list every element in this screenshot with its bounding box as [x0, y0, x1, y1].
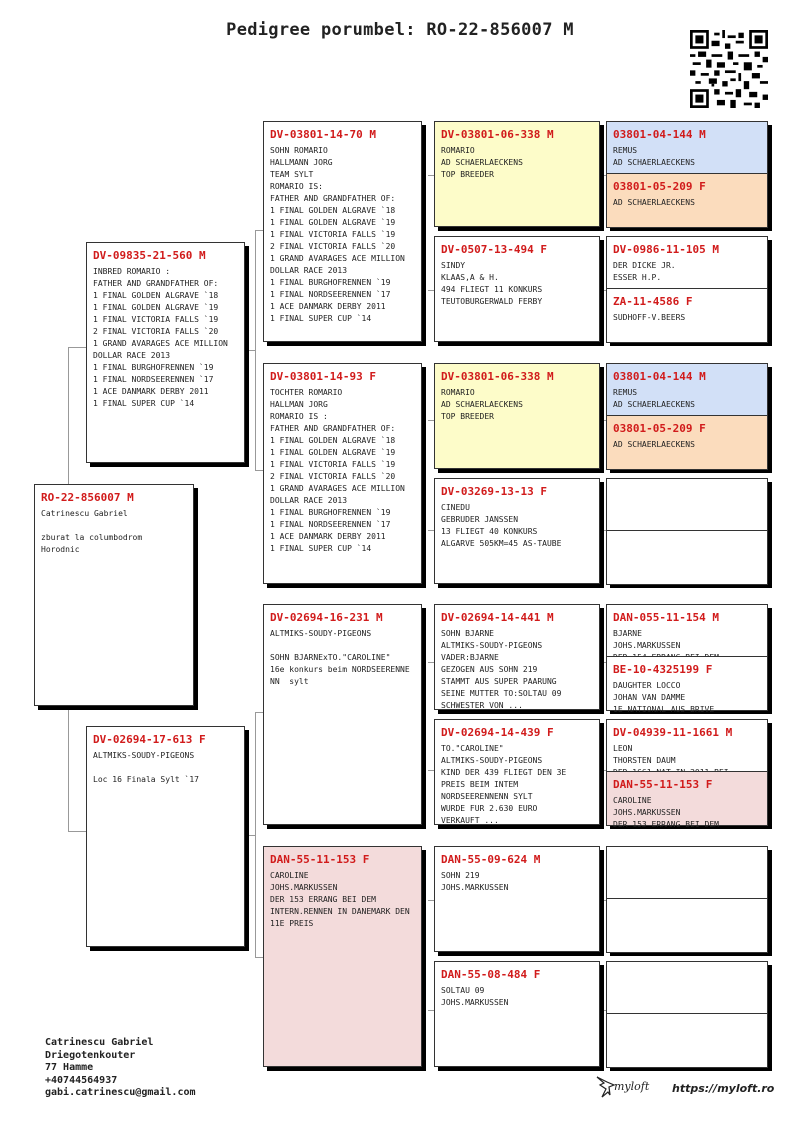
sss-info: ROMARIO AD SCHAERLAECKENS TOP BREEDER: [441, 146, 523, 179]
sire-info: INBRED ROMARIO : FATHER AND GRANDFATHER OF: 1 FINAL GOLDEN ALGRAVE `18 1 FINAL GOLDEN ALGRAVE `19 1 FINAL VICTORIA FALLS `19 2 FINAL VICTORIA FALLS `20 1 GRAND AVARAGES ACE MILLION DOLLAR RACE 2013 1 FINAL BURGHOFRENNEN `19 1 FINAL NORDSEERENNEN `17 1 ACE DANMARK DERBY 2011 1 FINAL SUPER CUP `14: [93, 267, 228, 408]
g4-ring: ZA-11-4586 F: [613, 295, 693, 308]
g3-ring: DV-0986-11-105 M: [613, 243, 719, 256]
g5-card[interactable]: [606, 363, 768, 416]
dsd-ring: DV-02694-14-439 F: [441, 726, 554, 739]
g10-card[interactable]: [606, 656, 768, 714]
g12-card[interactable]: [606, 771, 768, 829]
gen4-pair-2: [606, 236, 768, 342]
owner-street: Driegotenkouter: [45, 1049, 136, 1061]
g8-card-empty: [606, 530, 768, 585]
dsd-info: TO."CAROLINE" ALTMIKS-SOUDY-PIGEONS KIND DER 439 FLIEGT DEN 3E PREIS BEIM INTEM NORDSEERENNENN SYLT WURDE FUR 2.630 EURO VERKAUFT ...: [441, 744, 567, 825]
dss-ring: DV-02694-14-441 M: [441, 611, 554, 624]
g1-ring: 03801-04-144 M: [613, 128, 706, 141]
g9-info: BJARNE JOHS.MARKUSSEN: [613, 629, 681, 650]
dam-sire-info: ALTMIKS-SOUDY-PIGEONS SOHN BJARNExTO."CAROLINE" 16e konkurs beim NORDSEERENNE NN sylt: [270, 629, 410, 686]
gen4-pair-1: [606, 121, 768, 227]
sss-card[interactable]: [434, 121, 600, 227]
sdd-ring: DV-03269-13-13 F: [441, 485, 547, 498]
subject-ring: RO-22-856007 M: [41, 491, 134, 504]
ssd-ring: DV-0507-13-494 F: [441, 243, 547, 256]
myloft-logo-icon: [594, 1073, 664, 1099]
sdd-card[interactable]: [434, 478, 600, 584]
gen4-pair-4: [606, 478, 768, 584]
g16-card-empty: [606, 1013, 768, 1068]
g10-ring: BE-10-4325199 F: [613, 663, 713, 676]
gen4-pair-6: [606, 719, 768, 829]
ddd-info: SOLTAU 09 JOHS.MARKUSSEN: [441, 986, 509, 1007]
g9-card[interactable]: [606, 604, 768, 657]
sss-ring: DV-03801-06-338 M: [441, 128, 554, 141]
owner-contact: [45, 1037, 196, 1100]
g5-info: REMUS AD SCHAERLAECKENS: [613, 388, 695, 409]
gen4-pair-3: [606, 363, 768, 469]
ddd-ring: DAN-55-08-484 F: [441, 968, 541, 981]
g4-info: SUDHOFF-V.BEERS: [613, 313, 686, 322]
g1-card[interactable]: [606, 121, 768, 174]
g2-info: AD SCHAERLAECKENS: [613, 198, 695, 207]
svg-text:myloft: myloft: [614, 1080, 650, 1093]
sds-info: ROMARIO AD SCHAERLAECKENS TOP BREEDER: [441, 388, 523, 421]
subject-info: Catrinescu Gabriel zburat la columbodrom Horodnic: [41, 509, 143, 554]
dds-info: SOHN 219 JOHS.MARKUSSEN: [441, 871, 509, 892]
g11-card[interactable]: [606, 719, 768, 772]
g6-info: AD SCHAERLAECKENS: [613, 440, 695, 449]
dam-dam-info: CAROLINE JOHS.MARKUSSEN DER 153 ERRANG BEI DEM INTERN.RENNEN IN DANEMARK DEN 11E PREIS: [270, 871, 410, 928]
g3-info: DER DICKE JR. ESSER H.P.: [613, 261, 676, 282]
owner-number: 77 Hamme: [45, 1062, 94, 1073]
g11-ring: DV-04939-11-1661 M: [613, 726, 733, 739]
dds-card[interactable]: [434, 846, 600, 952]
gen4-pair-5: [606, 604, 768, 714]
sire-dam-info: TOCHTER ROMARIO HALLMAN JORG ROMARIO IS : FATHER AND GRANDFATHER OF: 1 FINAL GOLDEN ALGRAVE `18 1 FINAL GOLDEN ALGRAVE `19 1 FINAL VICTORIA FALLS `19 2 FINAL VICTORIA FALLS `20 1 GRAND AVARAGES ACE MILLION DOLLAR RACE 2013 1 FINAL BURGHOFRENNEN `19 1 FINAL NORDSEERENNEN `17 1 ACE DANMARK DERBY 2011 1 FINAL SUPER CUP `14: [270, 388, 405, 553]
owner-name: Catrinescu Gabriel: [45, 1037, 154, 1048]
owner-phone: +40744564937: [45, 1074, 118, 1086]
dam-info: ALTMIKS-SOUDY-PIGEONS Loc 16 Finala Sylt `17: [93, 751, 199, 784]
sire-ring: DV-09835-21-560 M: [93, 249, 206, 262]
g11-info: LEON THORSTEN DAUM: [613, 744, 676, 765]
qr-code-icon: [690, 30, 768, 108]
dam-sire-ring: DV-02694-16-231 M: [270, 611, 383, 624]
ssd-info: SINDY KLAAS,A & H. 494 FLIEGT 11 KONKURS TEUTOBURGERWALD FERBY: [441, 261, 543, 306]
dam-dam-card[interactable]: [263, 846, 422, 1067]
g9-ring: DAN-055-11-154 M: [613, 611, 719, 624]
gen4-pair-7: [606, 846, 768, 952]
dss-info: SOHN BJARNE ALTMIKS-SOUDY-PIGEONS VADER:BJARNE GEZOGEN AUS SOHN 219 STAMMT AUS SUPER PAARUNG SEINE MUTTER TO:SOLTAU 09 SCHWESTER VON ...: [441, 629, 562, 710]
sire-sire-info: SOHN ROMARIO HALLMANN JORG TEAM SYLT ROMARIO IS: FATHER AND GRANDFATHER OF: 1 FINAL GOLDEN ALGRAVE `18 1 FINAL GOLDEN ALGRAVE `19 1 FINAL VICTORIA FALLS `19 2 FINAL VICTORIA FALLS `20 1 GRAND AVARAGES ACE MILLION DOLLAR RACE 2013 1 FINAL BURGHOFRENNEN `19 1 FINAL NORDSEERENNEN `17 1 ACE DANMARK DERBY 2011 1 FINAL SUPER CUP `14: [270, 146, 405, 323]
g12-info: CAROLINE JOHS.MARKUSSEN DER 153 ERRANG BEI DEM: [613, 796, 719, 829]
owner-email[interactable]: gabi.catrinescu@gmail.com: [45, 1087, 196, 1098]
g6-card[interactable]: [606, 415, 768, 470]
website-link[interactable]: https://myloft.ro: [672, 1082, 775, 1095]
dds-ring: DAN-55-09-624 M: [441, 853, 541, 866]
g5-ring: 03801-04-144 M: [613, 370, 706, 383]
ddd-card[interactable]: [434, 961, 600, 1067]
sire-dam-card[interactable]: [263, 363, 422, 584]
sire-card[interactable]: [86, 242, 245, 463]
sds-card[interactable]: [434, 363, 600, 469]
g3-card[interactable]: [606, 236, 768, 289]
subject-card[interactable]: [34, 484, 194, 706]
sire-sire-card[interactable]: [263, 121, 422, 342]
dam-card[interactable]: [86, 726, 245, 947]
g13-card-empty: [606, 846, 768, 899]
sire-dam-ring: DV-03801-14-93 F: [270, 370, 376, 383]
g2-card[interactable]: [606, 173, 768, 228]
sire-sire-ring: DV-03801-14-70 M: [270, 128, 376, 141]
sdd-info: CINEDU GEBRUDER JANSSEN 13 FLIEGT 40 KONKURS ALGARVE 505KM=45 AS-TAUBE: [441, 503, 562, 548]
sds-ring: DV-03801-06-338 M: [441, 370, 554, 383]
g15-card-empty: [606, 961, 768, 1014]
page-title: Pedigree porumbel: RO-22-856007 M: [226, 20, 574, 40]
dam-dam-ring: DAN-55-11-153 F: [270, 853, 370, 866]
dam-sire-card[interactable]: [263, 604, 422, 825]
g4-card[interactable]: [606, 288, 768, 343]
dss-card[interactable]: [434, 604, 600, 710]
g6-ring: 03801-05-209 F: [613, 422, 706, 435]
g7-card-empty: [606, 478, 768, 531]
dam-ring: DV-02694-17-613 F: [93, 733, 206, 746]
g14-card-empty: [606, 898, 768, 953]
g12-ring: DAN-55-11-153 F: [613, 778, 713, 791]
g10-info: DAUGHTER LOCCO JOHAN VAN DAMME 1E NATIONAL AUS BRIVE: [613, 681, 715, 714]
g1-info: REMUS AD SCHAERLAECKENS: [613, 146, 695, 167]
gen4-pair-8: [606, 961, 768, 1067]
g2-ring: 03801-05-209 F: [613, 180, 706, 193]
ssd-card[interactable]: [434, 236, 600, 342]
dsd-card[interactable]: [434, 719, 600, 825]
